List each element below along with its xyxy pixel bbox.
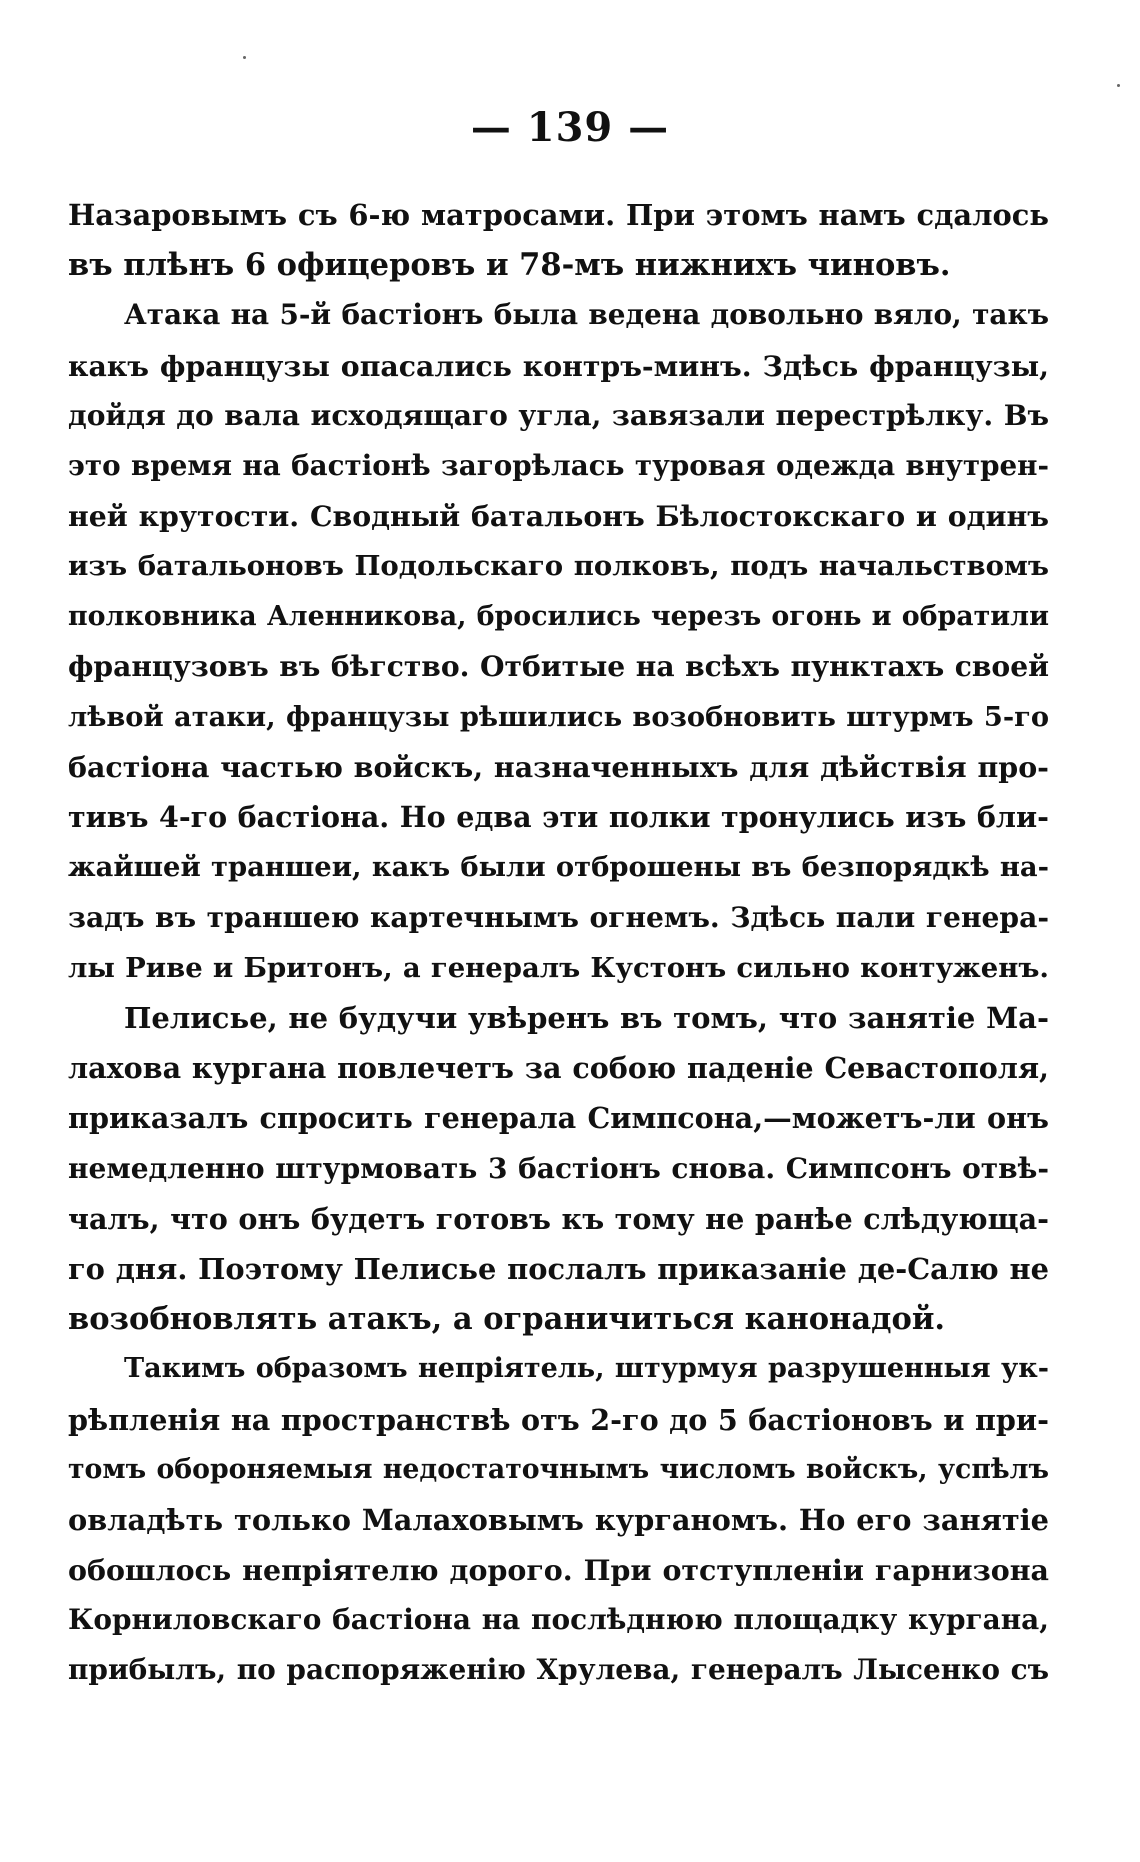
paragraph [68,1344,1049,1695]
text-line: тивъ 4-го бастіона. Но едва эти полки тронулись изъ бли- [68,800,1049,835]
text-line: обошлось непріятелю дорого. При отступленіи гарнизона [68,1553,1049,1588]
page-number: — 139 — [470,104,670,151]
text-line: лы Риве и Бритонъ, а генералъ Кустонъ сильно контуженъ. [68,951,1049,984]
text-line: возобновлять атакъ, а ограничиться канонадой. [68,1301,946,1338]
text-line: въ плѣнъ 6 офицеровъ и 78-мъ нижнихъ чиновъ. [68,247,951,284]
text-line: это время на бастіонѣ загорѣлась туровая одежда внутрен- [68,448,1049,482]
text-line: изъ батальоновъ Подольскаго полковъ, подъ начальствомъ [68,550,1049,583]
text-line: лахова кургана повлечетъ за собою паденіе Севастополя, [68,1051,1049,1086]
text-line: прибылъ, по распоряженію Хрулева, генералъ Лысенко съ [68,1653,1049,1687]
text-line: задъ въ траншею картечнымъ огнемъ. Здѣсь пали генера- [68,900,1049,934]
text-line: немедленно штурмовать 3 бастіонъ снова. Симпсонъ отвѣ- [68,1151,1049,1185]
text-line: бастіона частью войскъ, назначенныхъ для дѣйствія про- [68,750,1049,785]
text-line: полковника Аленникова, бросились черезъ огонь и обратили [68,600,1049,632]
text-line: го дня. Поэтому Пелисье послалъ приказаніе де-Салю не [68,1251,1049,1286]
text-line: томъ обороняемыя недостаточнымъ числомъ войскъ, успѣлъ [68,1453,1049,1485]
paragraph [68,290,1049,993]
text-line: рѣпленія на пространствѣ отъ 2-го до 5 бастіоновъ и при- [68,1402,1049,1437]
text-line: Корниловскаго бастіона на послѣднюю площадку кургана, [68,1603,1049,1637]
print-speck [243,56,246,59]
text-line: ней крутости. Сводный батальонъ Бѣлостокскаго и одинъ [68,499,1049,534]
print-speck [1117,84,1120,87]
text-line: какъ французы опасались контръ-минъ. Здѣсь французы, [68,348,1049,383]
text-line: жайшей траншеи, какъ были отброшены въ безпорядкѣ на- [68,851,1049,884]
text-line: овладѣть только Малаховымъ курганомъ. Но его занятіе [68,1502,1049,1537]
text-line: Атака на 5-й бастіонъ была ведена довольно вяло, такъ [124,298,1049,332]
text-line: Пелисье, не будучи увѣренъ въ томъ, что занятіе Ма- [124,1001,1049,1035]
body-text [68,190,1049,1696]
text-line: дойдя до вала исходящаго угла, завязали перестрѣлку. Въ [68,398,1049,432]
paragraph [68,993,1049,1344]
text-line: лѣвой атаки, французы рѣшились возобновить штурмъ 5-го [68,700,1049,733]
text-line: приказалъ спросить генерала Симпсона,—можетъ-ли онъ [68,1101,1049,1136]
text-line: Назаровымъ съ 6-ю матросами. При этомъ намъ сдалось [68,198,1049,232]
text-line: французовъ въ бѣгство. Отбитые на всѣхъ пунктахъ своей [68,649,1049,683]
text-line: Такимъ образомъ непріятель, штурмуя разрушенныя ук- [124,1353,1049,1385]
paragraph [68,190,1049,290]
text-line: чалъ, что онъ будетъ готовъ къ тому не ранѣе слѣдующа- [68,1201,1049,1236]
